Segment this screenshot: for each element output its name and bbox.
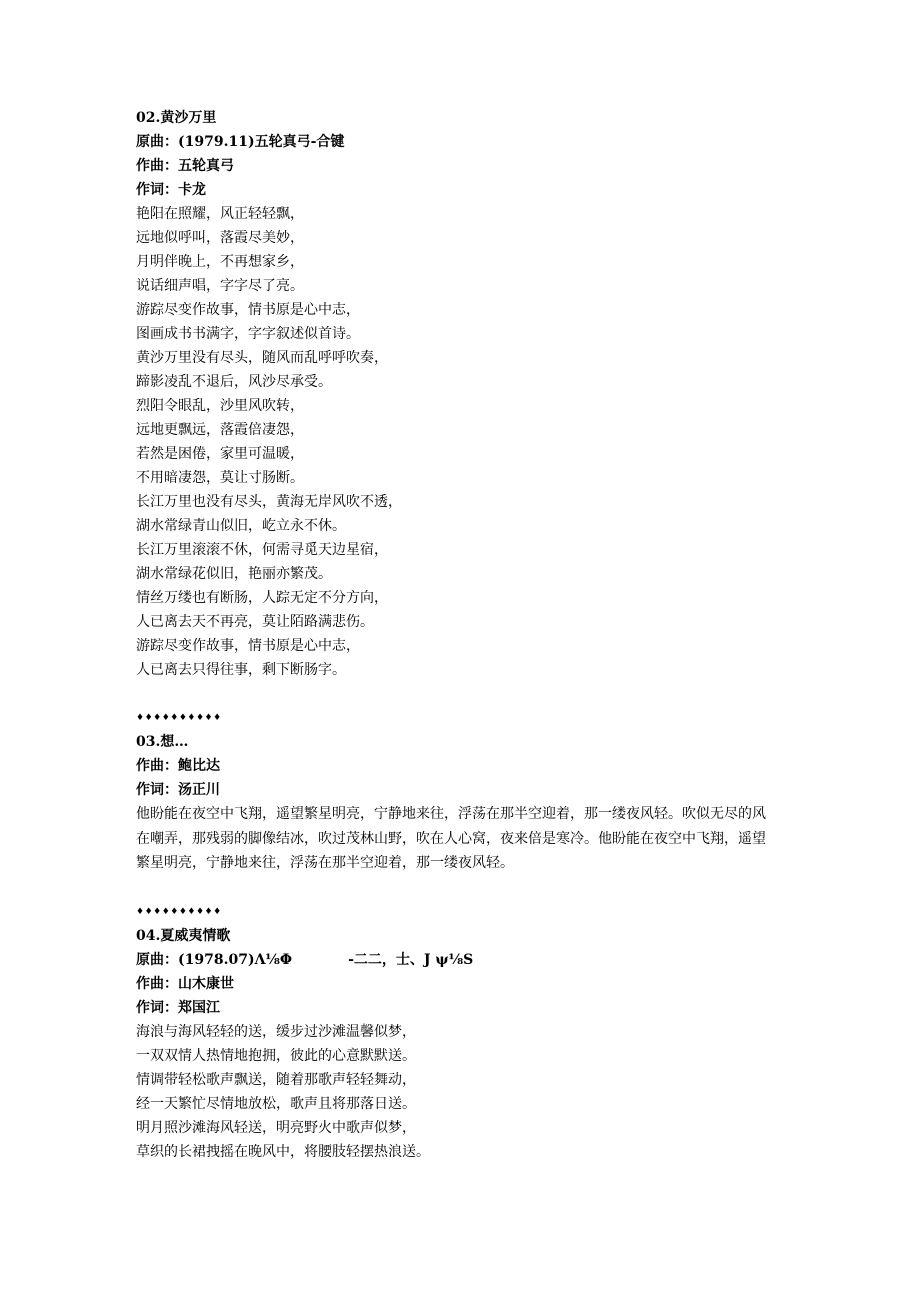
document-page	[136, 106, 796, 1164]
lyric-line: 黄沙万里没有尽头，随风而乱呼呼吹奏，	[136, 350, 388, 366]
lyric-line: 明月照沙滩海风轻送，明亮野火中歌声似梦，	[136, 1119, 416, 1136]
song-04-composer: 作曲：山木康世	[136, 975, 234, 992]
lyric-line: 海浪与海风轻轻的送，缓步过沙滩温馨似梦，	[136, 1023, 416, 1040]
blank-line	[136, 682, 796, 706]
lyric-line: 蹄影凌乱不退后，风沙尽承受。	[136, 374, 332, 390]
lyric-line: 一双双情人热情地抱拥，彼此的心意默默送。	[136, 1047, 416, 1064]
song-04-original: 原曲：(1978.07)Λ⅛Φ -二二，士、J ψ⅛S	[136, 951, 474, 968]
song-02-original: 原曲：(1979.11)五轮真弓-合键	[136, 134, 345, 150]
lyric-line: 长江万里滚滚不休，何需寻觅天边星宿，	[136, 542, 388, 558]
song-04-title: 04.夏威夷情歌	[136, 927, 231, 944]
song-03-composer: 作曲：鲍比达	[136, 758, 220, 774]
lyric-line: 情丝万缕也有断肠，人踪无定不分方向，	[136, 590, 388, 606]
lyric-line: 图画成书书满字，字字叙述似首诗。	[136, 326, 360, 342]
lyric-line: 经一天繁忙尽情地放松，歌声且将那落日送。	[136, 1095, 416, 1112]
lyric-line: 长江万里也没有尽头，黄海无岸风吹不透，	[136, 494, 402, 510]
song-04-section	[136, 924, 796, 1164]
lyric-line: 艳阳在照耀，风正轻轻飘，	[136, 206, 304, 222]
lyric-line: 说话细声唱，字字尽了亮。	[136, 278, 304, 294]
blank-line	[136, 876, 796, 900]
diamond-separator: ♦♦♦♦♦♦♦♦♦♦	[136, 713, 222, 723]
lyric-line: 情调带轻松歌声飘送，随着那歌声轻轻舞动，	[136, 1071, 416, 1088]
lyric-line: 人已离去只得往事，剩下断肠字。	[136, 662, 346, 678]
song-04-lyrics	[136, 1020, 796, 1164]
lyric-line: 月明伴晚上，不再想家乡，	[136, 254, 304, 270]
song-03-lyricist: 作词：汤正川	[136, 782, 220, 798]
song-04-lyricist: 作词：郑国江	[136, 999, 220, 1016]
song-02-section	[136, 106, 796, 682]
song-03-lyrics-paragraph: 他盼能在夜空中飞翔，遥望繁星明亮，宁静地来往，浮荡在那半空迎着，那一缕夜风轻。吹似无尽的风在嘲弄，那残弱的脚像结冰，吹过茂林山野，吹在人心窝，夜来倍是寒冷。他盼能在夜空中飞翔，遥望繁星明亮，宁静地来往，浮荡在那半空迎着，那一缕夜风轻。	[136, 806, 766, 871]
song-03-section	[136, 730, 796, 876]
lyric-line: 湖水常绿青山似旧，屹立永不休。	[136, 518, 346, 534]
song-02-lyricist: 作词：卡龙	[136, 182, 206, 198]
lyric-line: 草织的长裙拽摇在晚风中，将腰肢轻摆热浪送。	[136, 1143, 430, 1160]
lyric-line: 烈阳令眼乱，沙里风吹转，	[136, 398, 304, 414]
lyric-line: 游踪尽变作故事，情书原是心中志，	[136, 302, 360, 318]
lyric-line: 游踪尽变作故事，情书原是心中志，	[136, 638, 360, 654]
lyric-line: 湖水常绿花似旧，艳丽亦繁茂。	[136, 566, 332, 582]
song-02-composer: 作曲：五轮真弓	[136, 158, 234, 174]
lyric-line: 远地似呼叫，落霞尽美妙，	[136, 230, 304, 246]
lyric-line: 若然是困倦，家里可温暖，	[136, 446, 304, 462]
song-03-title: 03.想…	[136, 734, 189, 750]
diamond-separator: ♦♦♦♦♦♦♦♦♦♦	[136, 906, 222, 917]
lyric-line: 人已离去天不再亮，莫让陌路满悲伤。	[136, 614, 374, 630]
lyric-line: 不用暗凄怨，莫让寸肠断。	[136, 470, 304, 486]
lyric-line: 远地更飘远，落霞倍凄怨，	[136, 422, 304, 438]
song-02-title: 02.黄沙万里	[136, 110, 217, 126]
song-02-lyrics	[136, 202, 796, 682]
